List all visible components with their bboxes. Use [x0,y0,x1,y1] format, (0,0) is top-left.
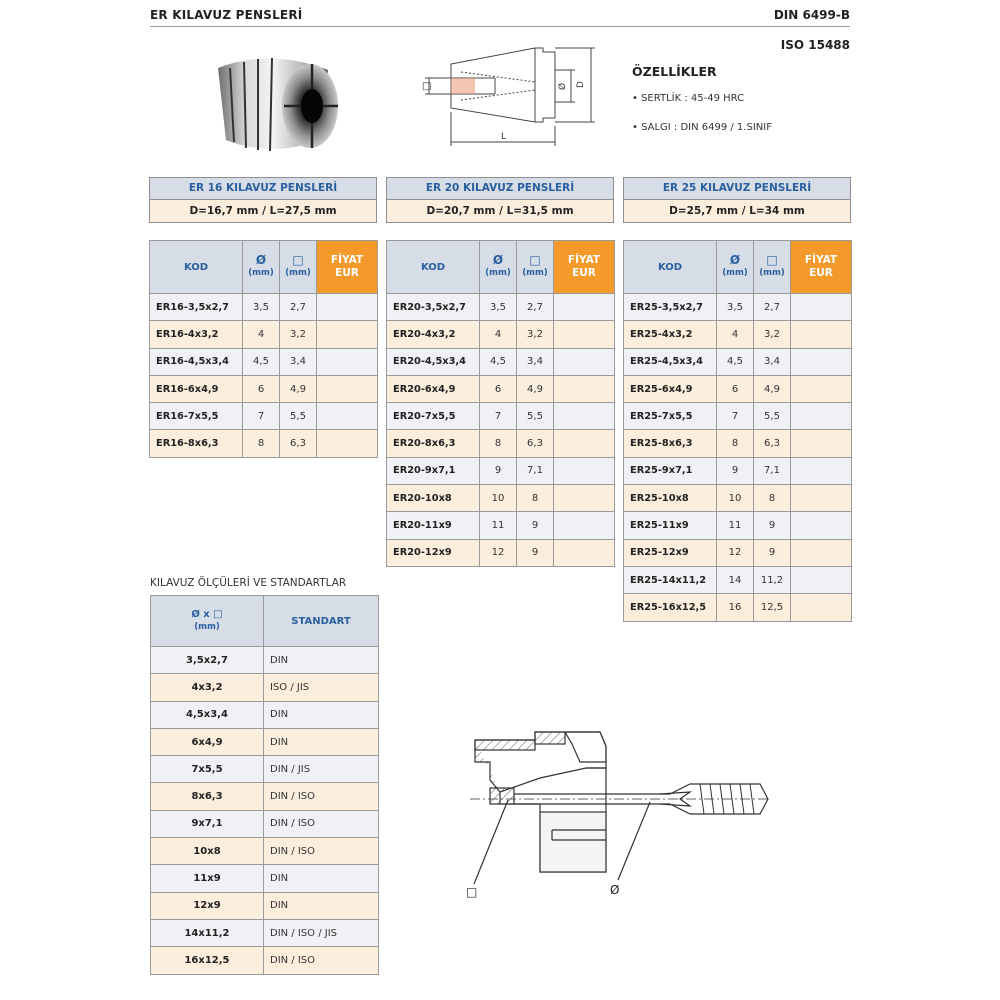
standard-column-header: STANDART [264,596,379,647]
tap-dimension: 8x6,3 [151,783,264,810]
er16-series-header [149,177,377,223]
product-code: ER25-7x5,5 [624,403,717,430]
price-value [554,485,615,512]
assembly-square-label: □ [466,885,478,899]
product-code: ER20-4,5x3,4 [387,348,480,375]
table-row [151,728,379,755]
table-row [150,294,378,321]
table-row [151,783,379,810]
diameter-value: 4 [243,321,280,348]
price-value [791,457,852,484]
product-code: ER20-12x9 [387,539,480,566]
table-row [151,919,379,946]
square-value: 5,5 [754,403,791,430]
er16-product-table [149,240,378,458]
table-row [387,348,615,375]
diameter-unit: (mm) [248,268,274,278]
square-value: 6,3 [754,430,791,457]
diameter-value: 6 [243,375,280,402]
table-header-row [150,241,378,294]
square-column-header [517,241,554,294]
tap-standard: DIN / ISO [264,810,379,837]
square-column-header [280,241,317,294]
feature-runout: • SALGI : DIN 6499 / 1.SINIF [632,122,772,133]
table-row [387,512,615,539]
diameter-column-header [717,241,754,294]
din-standard: DIN 6499-B [773,8,850,22]
table-header-row [624,241,852,294]
table-row [151,810,379,837]
table-row [387,539,615,566]
tap-standard: DIN [264,701,379,728]
price-value [317,321,378,348]
diameter-value: 4,5 [717,348,754,375]
tap-standard: DIN / ISO [264,783,379,810]
price-value [791,594,852,621]
table-row [624,566,852,593]
product-code: ER20-3,5x2,7 [387,294,480,321]
table-row [624,594,852,621]
assembly-diameter-label: Ø [610,883,620,897]
square-column-header [754,241,791,294]
price-value [554,512,615,539]
diameter-value: 4 [717,321,754,348]
header-divider [150,26,850,27]
tap-standard: DIN [264,892,379,919]
table-row [387,430,615,457]
product-code: ER25-11x9 [624,512,717,539]
table-row [150,348,378,375]
price-column-header [317,241,378,294]
table-row [151,838,379,865]
price-value [554,375,615,402]
dimension-column-header [151,596,264,647]
table-row [387,485,615,512]
product-code: ER25-9x7,1 [624,457,717,484]
table-row [387,375,615,402]
table-row [624,348,852,375]
diameter-value: 10 [717,485,754,512]
outer-diameter-label: D [576,81,586,88]
price-value [791,539,852,566]
price-header-line1: FİYAT [567,254,601,266]
tap-dimension: 11x9 [151,865,264,892]
square-value: 2,7 [754,294,791,321]
square-unit: (mm) [285,268,311,278]
code-column-header: KOD [150,241,243,294]
price-value [791,512,852,539]
price-value [554,294,615,321]
collet-photo [200,40,350,160]
price-value [317,403,378,430]
price-header-line2: EUR [572,267,596,279]
diameter-value: 8 [480,430,517,457]
diameter-value: 12 [480,539,517,566]
tap-dimension: 4x3,2 [151,674,264,701]
square-value: 11,2 [754,566,791,593]
price-value [791,430,852,457]
standards-caption: KILAVUZ ÖLÇÜLERİ VE STANDARTLAR [150,577,347,589]
square-value: 5,5 [517,403,554,430]
product-code: ER25-8x6,3 [624,430,717,457]
table-row [624,457,852,484]
square-value: 7,1 [517,457,554,484]
diameter-value: 14 [717,566,754,593]
product-code: ER20-7x5,5 [387,403,480,430]
table-row [624,375,852,402]
price-value [317,430,378,457]
diameter-value: 12 [717,539,754,566]
diameter-value: 9 [717,457,754,484]
price-header-line1: FİYAT [804,254,838,266]
table-row [624,403,852,430]
diameter-value: 8 [243,430,280,457]
product-code: ER25-16x12,5 [624,594,717,621]
product-code: ER25-6x4,9 [624,375,717,402]
square-value: 4,9 [280,375,317,402]
er25-series-dimensions: D=25,7 mm / L=34 mm [624,200,850,222]
price-value [554,321,615,348]
tap-dimension: 10x8 [151,838,264,865]
square-value: 9 [517,512,554,539]
square-value: 2,7 [517,294,554,321]
product-code: ER25-4,5x3,4 [624,348,717,375]
product-code: ER20-11x9 [387,512,480,539]
table-row [151,892,379,919]
diameter-symbol: Ø [255,253,267,267]
square-value: 4,9 [754,375,791,402]
diameter-value: 3,5 [480,294,517,321]
table-row [387,294,615,321]
diameter-value: 4,5 [243,348,280,375]
tap-standard: DIN / JIS [264,756,379,783]
diameter-value: 3,5 [717,294,754,321]
price-value [554,539,615,566]
tap-standard: DIN [264,647,379,674]
dimension-header-symbols: Ø x □ [191,609,223,620]
table-row [151,947,379,974]
product-code: ER25-4x3,2 [624,321,717,348]
er20-product-table [386,240,615,567]
collet-dimension-drawing [415,42,605,154]
product-code: ER25-10x8 [624,485,717,512]
table-row [624,539,852,566]
er16-series-dimensions: D=16,7 mm / L=27,5 mm [150,200,376,222]
table-row [624,430,852,457]
tap-standard: DIN / ISO [264,838,379,865]
diameter-value: 4 [480,321,517,348]
product-code: ER25-12x9 [624,539,717,566]
price-column-header [791,241,852,294]
product-code: ER16-4,5x3,4 [150,348,243,375]
price-value [317,375,378,402]
er20-series-title: ER 20 KILAVUZ PENSLERİ [387,178,613,200]
price-value [554,457,615,484]
standards-table [150,595,379,975]
diameter-value: 6 [480,375,517,402]
square-value: 8 [754,485,791,512]
square-value: 9 [754,539,791,566]
standards-header-row [151,596,379,647]
price-value [791,321,852,348]
assembly-section-drawing [460,722,780,907]
features-block [632,64,772,151]
square-symbol: □ [766,253,778,267]
square-symbol: □ [292,253,304,267]
table-row [387,403,615,430]
tap-dimension: 12x9 [151,892,264,919]
diameter-symbol: Ø [492,253,504,267]
square-value: 12,5 [754,594,791,621]
diameter-value: 4,5 [480,348,517,375]
tap-dimension: 6x4,9 [151,728,264,755]
price-column-header [554,241,615,294]
table-row [624,321,852,348]
diameter-value: 7 [480,403,517,430]
table-row [151,865,379,892]
tap-dimension: 16x12,5 [151,947,264,974]
product-code: ER20-9x7,1 [387,457,480,484]
price-header-line2: EUR [335,267,359,279]
table-row [151,701,379,728]
square-unit: (mm) [522,268,548,278]
tap-dimension: 9x7,1 [151,810,264,837]
price-value [791,485,852,512]
tap-standard: DIN / ISO [264,947,379,974]
table-row [624,485,852,512]
square-value: 9 [754,512,791,539]
length-dimension-label: L [501,132,507,142]
er20-series-dimensions: D=20,7 mm / L=31,5 mm [387,200,613,222]
square-value: 4,9 [517,375,554,402]
table-row [150,403,378,430]
product-code: ER16-4x3,2 [150,321,243,348]
tap-dimension: 3,5x2,7 [151,647,264,674]
square-value: 3,4 [754,348,791,375]
price-value [791,375,852,402]
square-value: 5,5 [280,403,317,430]
tap-dimension: 4,5x3,4 [151,701,264,728]
price-value [554,403,615,430]
table-row [387,457,615,484]
product-code: ER20-4x3,2 [387,321,480,348]
square-value: 3,2 [280,321,317,348]
er25-product-table [623,240,852,622]
code-column-header: KOD [387,241,480,294]
diameter-value: 11 [717,512,754,539]
diameter-value: 3,5 [243,294,280,321]
table-row [151,647,379,674]
product-code: ER16-7x5,5 [150,403,243,430]
product-code: ER20-6x4,9 [387,375,480,402]
product-code: ER25-3,5x2,7 [624,294,717,321]
diameter-value: 7 [717,403,754,430]
iso-standard: ISO 15488 [780,38,850,52]
table-row [150,321,378,348]
table-row [151,674,379,701]
product-code: ER16-8x6,3 [150,430,243,457]
square-value: 7,1 [754,457,791,484]
table-row [150,375,378,402]
er20-series-header [386,177,614,223]
diameter-value: 8 [717,430,754,457]
feature-hardness: • SERTLİK : 45-49 HRC [632,93,745,104]
dimension-header-unit: (mm) [194,622,220,632]
price-header-line2: EUR [809,267,833,279]
square-dimension-label: □ [422,81,432,92]
diameter-unit: (mm) [485,268,511,278]
features-heading: ÖZELLİKLER [632,64,717,79]
diameter-value: 6 [717,375,754,402]
table-header-row [387,241,615,294]
square-value: 8 [517,485,554,512]
price-value [317,348,378,375]
square-value: 6,3 [517,430,554,457]
table-row [387,321,615,348]
product-code: ER16-6x4,9 [150,375,243,402]
table-row [624,512,852,539]
tap-dimension: 7x5,5 [151,756,264,783]
tap-standard: DIN [264,728,379,755]
price-value [791,348,852,375]
price-value [791,403,852,430]
page-title: ER KILAVUZ PENSLERİ [150,8,303,22]
square-value: 3,2 [754,321,791,348]
square-value: 3,2 [517,321,554,348]
product-code: ER16-3,5x2,7 [150,294,243,321]
table-row [151,756,379,783]
er25-series-header [623,177,851,223]
diameter-value: 10 [480,485,517,512]
square-value: 9 [517,539,554,566]
diameter-value: 9 [480,457,517,484]
price-value [791,294,852,321]
diameter-unit: (mm) [722,268,748,278]
diameter-column-header [243,241,280,294]
tap-standard: ISO / JIS [264,674,379,701]
er16-series-title: ER 16 KILAVUZ PENSLERİ [150,178,376,200]
diameter-value: 11 [480,512,517,539]
tap-standard: DIN / ISO / JIS [264,919,379,946]
price-value [554,430,615,457]
diameter-dimension-label: Ø [558,82,568,90]
code-column-header: KOD [624,241,717,294]
square-value: 2,7 [280,294,317,321]
square-symbol: □ [529,253,541,267]
diameter-symbol: Ø [729,253,741,267]
table-row [624,294,852,321]
diameter-value: 7 [243,403,280,430]
square-value: 3,4 [280,348,317,375]
diameter-column-header [480,241,517,294]
price-value [554,348,615,375]
diameter-value: 16 [717,594,754,621]
tap-standard: DIN [264,865,379,892]
price-value [791,566,852,593]
table-row [150,430,378,457]
product-code: ER25-14x11,2 [624,566,717,593]
price-value [317,294,378,321]
tap-dimension: 14x11,2 [151,919,264,946]
product-code: ER20-8x6,3 [387,430,480,457]
er25-series-title: ER 25 KILAVUZ PENSLERİ [624,178,850,200]
price-header-line1: FİYAT [330,254,364,266]
square-value: 6,3 [280,430,317,457]
square-unit: (mm) [759,268,785,278]
product-code: ER20-10x8 [387,485,480,512]
square-value: 3,4 [517,348,554,375]
